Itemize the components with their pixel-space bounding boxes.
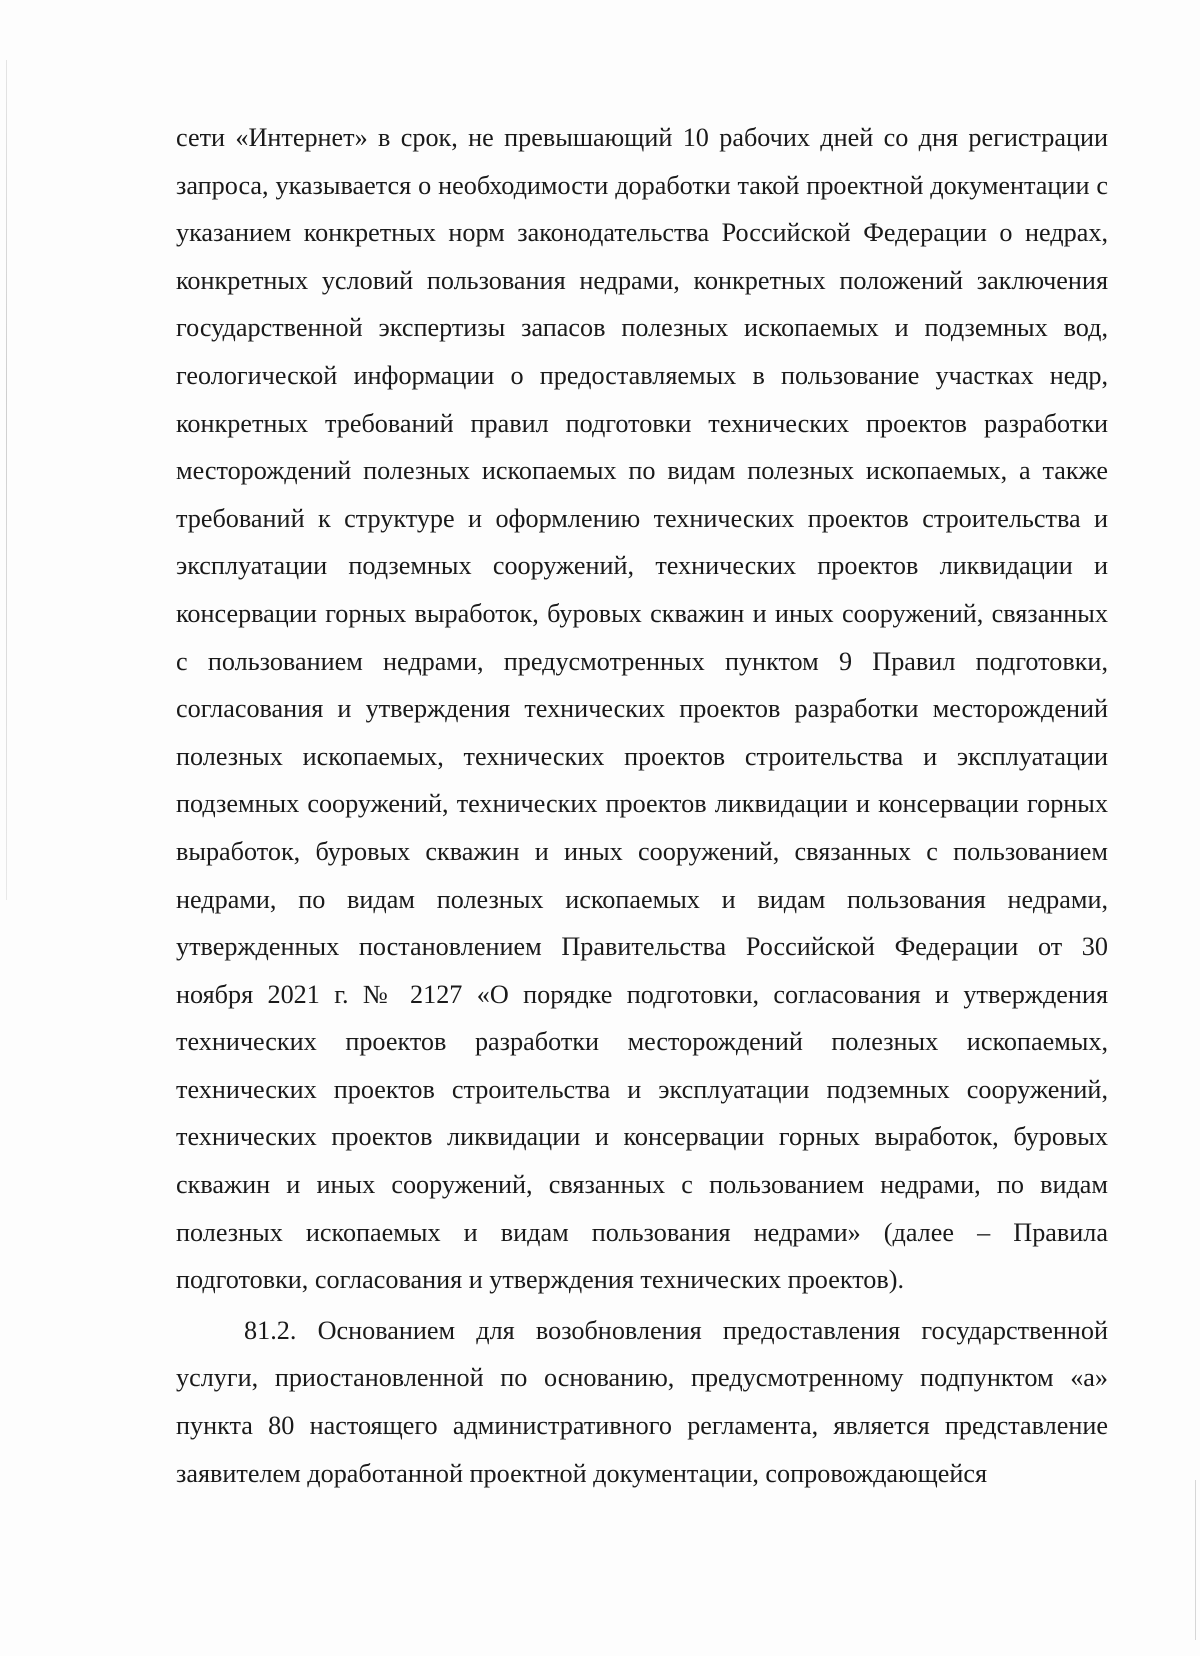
scan-edge-left	[6, 60, 7, 900]
document-body	[176, 114, 1108, 1497]
paragraph-81-2: 81.2. Основанием для возобновления предоставления государственной услуги, приостановленной по основанию, предусмотренному подпунктом «а» пункта 80 настоящего административного регламента, является представление заявителем доработанной проектной документации, сопровождающейся	[176, 1315, 1108, 1488]
scan-edge-right	[1195, 1480, 1196, 1640]
paragraph-continuation: сети «Интернет» в срок, не превышающий 10 рабочих дней со дня регистрации запроса, указывается о необходимости доработки такой проектной документации с указанием конкретных норм законодательства Российской Федерации о недрах, конкретных условий пользования недрами, конкретных положений заключения государственной экспертизы запасов полезных ископаемых и подземных вод, геологической информации о предоставляемых в пользование участках недр, конкретных требований правил подготовки технических проектов разработки месторождений полезных ископаемых по видам полезных ископаемых, а также требований к структуре и оформлению технических проектов строительства и эксплуатации подземных сооружений, технических проектов ликвидации и консервации горных выработок, буровых скважин и иных сооружений, связанных с пользованием недрами, предусмотренных пунктом 9 Правил подготовки, согласования и утверждения технических проектов разработки месторождений полезных ископаемых, технических проектов строительства и эксплуатации подземных сооружений, технических проектов ликвидации и консервации горных выработок, буровых скважин и иных сооружений, связанных с пользованием недрами, по видам полезных ископаемых и видам пользования недрами, утвержденных постановлением Правительства Российской Федерации от 30 ноября 2021 г. № 2127 «О порядке подготовки, согласования и утверждения технических проектов разработки месторождений полезных ископаемых, технических проектов строительства и эксплуатации подземных сооружений, технических проектов ликвидации и консервации горных выработок, буровых скважин и иных сооружений, связанных с пользованием недрами, по видам полезных ископаемых и видам пользования недрами» (далее – Правила подготовки, согласования и утверждения технических проектов).	[176, 123, 1108, 1295]
